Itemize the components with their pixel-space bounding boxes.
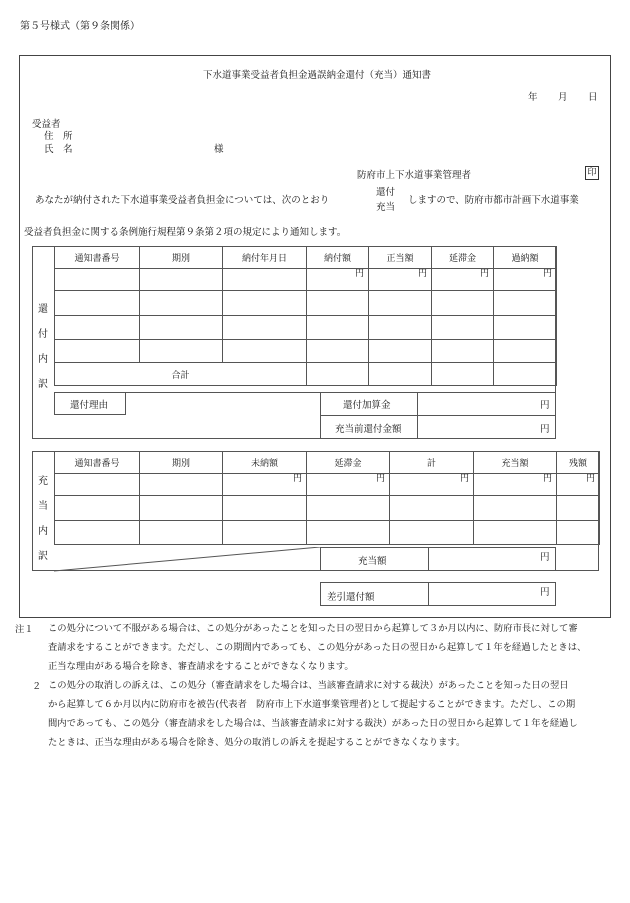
form-number: 第５号様式（第９条関係）: [20, 21, 140, 32]
header-payment-date: 納付年月日: [223, 247, 307, 269]
seal-mark: 印: [585, 166, 599, 180]
recipient-name-label: 氏 名: [44, 144, 73, 155]
table-row: 円 円 円 円 円: [55, 474, 600, 496]
date-day: 日: [588, 92, 598, 103]
header-overpaid-amount: 過納額: [494, 247, 557, 269]
net-refund-yen: 円: [540, 587, 550, 598]
appropriation-amount-label: 充当額: [358, 556, 387, 567]
header-late-fee: 延滞金: [307, 452, 390, 474]
net-refund-label: 差引還付額: [327, 592, 375, 603]
refund-total-row: [55, 363, 557, 386]
refund-header-row: [55, 247, 557, 269]
table-row: [55, 291, 557, 316]
refund-reason-value: [125, 392, 321, 415]
total-label: 合計: [55, 363, 307, 386]
header-notice-number: 通知書番号: [55, 247, 140, 269]
date-year: 年: [528, 92, 538, 103]
refund-reason-label: 還付理由: [70, 400, 109, 411]
note-1-text: この処分について不服がある場合は、この処分があったことを知った日の翌日から起算して３か月以内に、防府市長に対して審 査請求をすることができます。ただし、この期間内であっても、この処分があった日の翌日から起算して１年を経過したときは、 正当な理由がある場合を除き、審査請求をすることができなくなります。: [48, 623, 587, 672]
table-row: [55, 496, 600, 521]
body-line1-pre: あなたが納付された下水道事業受益者負担金については、次のとおり: [35, 195, 330, 206]
table-row: [55, 316, 557, 340]
header-paid-amount: 納付額: [307, 247, 369, 269]
header-late-fee: 延滞金: [432, 247, 494, 269]
table-row: [55, 340, 557, 363]
refund-side-label: 還 付 内 訳: [38, 304, 48, 390]
header-period: 期別: [140, 452, 223, 474]
body-line2: 受益者負担金に関する条例施行規程第９条第２項の規定により通知します。: [24, 227, 347, 238]
header-subtotal: 計: [390, 452, 474, 474]
net-refund-value: [428, 582, 556, 606]
note-2-text: この処分の取消しの訴えは、この処分（審査請求をした場合は、当該審査請求に対する裁決）があったことを知った日の翌日 から起算して６か月以内に防府市を被告(代表者 防府市上下水道事業管理者)として提起することができます。ただし、この期 間内であっても、この処分（審査請求をした場合は、当該審査請求に対する裁決）があった日の翌日から起算して１年を経過し たときは、正当な理由がある場合を除き、処分の取消しの訴えを提起することができなくなります。: [48, 680, 578, 748]
header-correct-amount: 正当額: [369, 247, 432, 269]
pre-refund-label: 充当前還付金額: [335, 424, 402, 435]
refund-additional-yen: 円: [540, 400, 550, 411]
pre-refund-yen: 円: [540, 424, 550, 435]
body-line1-post: しますので、防府市都市計画下水道事業: [408, 195, 579, 206]
table-row: [55, 521, 600, 545]
document-title: 下水道事業受益者負担金過誤納金還付（充当）通知書: [203, 70, 432, 81]
pre-refund-value: [417, 415, 556, 439]
recipient-honorific: 様: [214, 144, 224, 155]
table-row: 円 円 円 円: [55, 269, 557, 291]
refund-additional-value: [417, 392, 556, 416]
body-option-appropriation: 充当: [376, 202, 396, 213]
appropriation-header-row: [55, 452, 600, 474]
appropriation-amount-value: [428, 547, 556, 571]
issuer-name: 防府市上下水道事業管理者: [357, 170, 472, 181]
note-2-marker: ２: [32, 681, 42, 692]
body-option-refund: 還付: [376, 187, 396, 198]
header-appropriated-amount: 充当額: [474, 452, 557, 474]
header-unpaid-amount: 未納額: [223, 452, 307, 474]
date-month: 月: [558, 92, 568, 103]
refund-additional-label: 還付加算金: [343, 400, 391, 411]
recipient-address-label: 住 所: [44, 131, 73, 142]
appropriation-amount-yen: 円: [540, 552, 550, 563]
header-balance: 残額: [557, 452, 600, 474]
appropriation-side-label: 充 当 内 訳: [38, 476, 48, 562]
appropriation-table: [54, 451, 600, 545]
diagonal-slash: [54, 547, 321, 572]
note-1-marker: 注１: [15, 624, 34, 635]
recipient-label: 受益者: [32, 119, 61, 130]
header-period: 期別: [140, 247, 223, 269]
header-notice-number: 通知書番号: [55, 452, 140, 474]
refund-table: [54, 246, 557, 386]
